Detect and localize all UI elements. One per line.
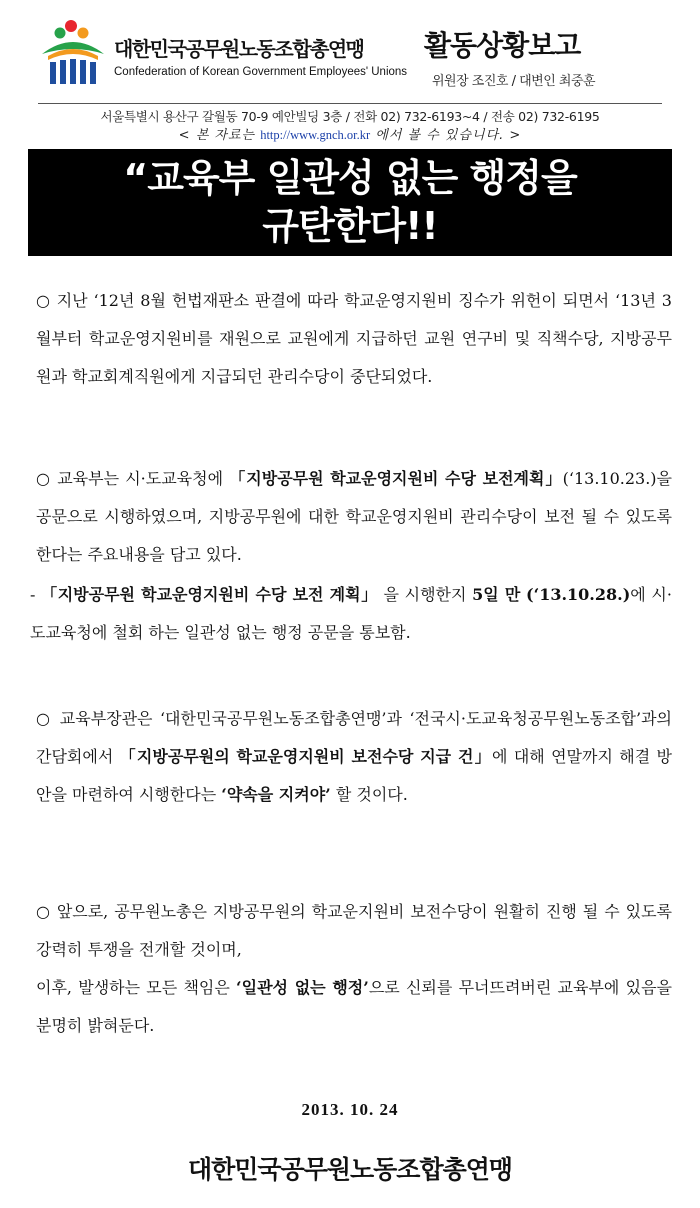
paragraph-4-post: 으로 신뢰를 무너뜨려버린 교육부에 있음을 분명히 밝혀둔다. — [36, 978, 672, 1035]
paragraph-2-pre: 교육부는 시·도교육청에 — [57, 469, 230, 488]
notice-prefix: < 본 자료는 — [178, 128, 261, 143]
union-logo — [40, 16, 106, 86]
paragraph-3-emphasis-2: ‘약속을 지켜야’ — [221, 785, 331, 804]
footer-org-name: 대한민국공무원노동조합총연맹 — [187, 1155, 513, 1184]
headline-line-2: 규탄한다!! — [262, 204, 438, 248]
report-title: 활동상황보고 — [424, 29, 581, 62]
subitem-date: (‘13.10.28.) — [526, 585, 631, 604]
paragraph-2-post: (‘13.10.23.)을 공문으로 시행하였으며, 지방공무원에 대한 학교운영지원비 관리수당이 보전 될 수 있도록 한다는 주요내용을 담고 있다. — [36, 469, 672, 564]
subitem-emphasis-2: 5일 만 — [472, 585, 521, 604]
paragraph-3-post: 할 것이다. — [330, 785, 408, 804]
document-date: 2013. 10. 24 — [301, 1100, 399, 1119]
subitem-emphasis-1: 「지방공무원 학교운영지원비 수당 보전 계획」 — [41, 585, 378, 604]
headline-banner — [28, 149, 672, 256]
paragraph-4-pre: 이후, 발생하는 모든 책임은 — [36, 978, 237, 997]
paragraph-2 — [36, 460, 672, 574]
paragraph-2-subitem — [30, 576, 672, 652]
paragraph-4-line-a: 앞으로, 공무원노총은 지방공무원의 학교운지원비 보전수당이 원활히 진행 될 수 있도록 강력히 투쟁을 전개할 것이며, — [36, 902, 672, 959]
circle-bullet-icon: ○ — [36, 902, 51, 921]
paragraph-4 — [36, 893, 672, 1045]
website-notice — [0, 124, 700, 143]
paragraph-3-emphasis-1: 「지방공무원의 학교운영지원비 보전수당 지급 건」 — [119, 747, 492, 766]
paragraph-4-emphasis: ‘일관성 없는 행정’ — [236, 978, 369, 997]
circle-bullet-icon: ○ — [36, 709, 53, 728]
contact-address: 서울특별시 용산구 갈월동 70-9 예안빌딩 3층 / 전화 02) 732-6193~4 / 전송 02) 732-6195 — [100, 109, 600, 124]
notice-suffix: 에서 볼 수 있습니다. > — [370, 128, 522, 143]
org-name-english: Confederation of Korean Government Employees' Unions — [114, 66, 408, 78]
headline-line-1: “교육부 일관성 없는 행정을 — [123, 156, 577, 200]
circle-bullet-icon: ○ — [36, 291, 51, 310]
circle-bullet-icon: ○ — [36, 469, 52, 488]
website-link[interactable]: http://www.gnch.or.kr — [260, 128, 371, 142]
header-divider — [38, 103, 662, 104]
org-name-korean: 대한민국공무원노동조합총연맹 — [114, 37, 364, 61]
subitem-mid: 을 시행한지 — [377, 585, 473, 604]
paragraph-3-pre: 교육부장관은 ‘대한민국공무원노동조합총연맹’과 ‘전국시·도교육청공무원노동조합’과의 간담회에서 — [36, 709, 672, 766]
dash-bullet-icon: - — [30, 585, 36, 604]
officers-line: 위원장 조진호 / 대변인 최중훈 — [432, 74, 596, 89]
paragraph-3 — [36, 700, 672, 814]
paragraph-2-emphasis: 「지방공무원 학교운영지원비 수당 보전계획」 — [229, 469, 563, 488]
paragraph-1 — [36, 282, 672, 396]
letterhead — [0, 0, 700, 104]
subitem-post: 에 시·도교육청에 철회 하는 일관성 없는 행정 공문을 통보함. — [30, 585, 672, 642]
paragraph-1-text: 지난 ‘12년 8월 헌법재판소 판결에 따라 학교운영지원비 징수가 위헌이 되면서 ‘13년 3월부터 학교운영지원비를 재원으로 교원에게 지급하던 교원 연구비 및 직책수당, 지방공무원과 학교회계직원에게 지급되던 관리수당이 중단되었다. — [36, 291, 672, 386]
paragraph-3-mid: 에 대해 연말까지 해결 방안을 마련하여 시행한다는 — [36, 747, 673, 804]
